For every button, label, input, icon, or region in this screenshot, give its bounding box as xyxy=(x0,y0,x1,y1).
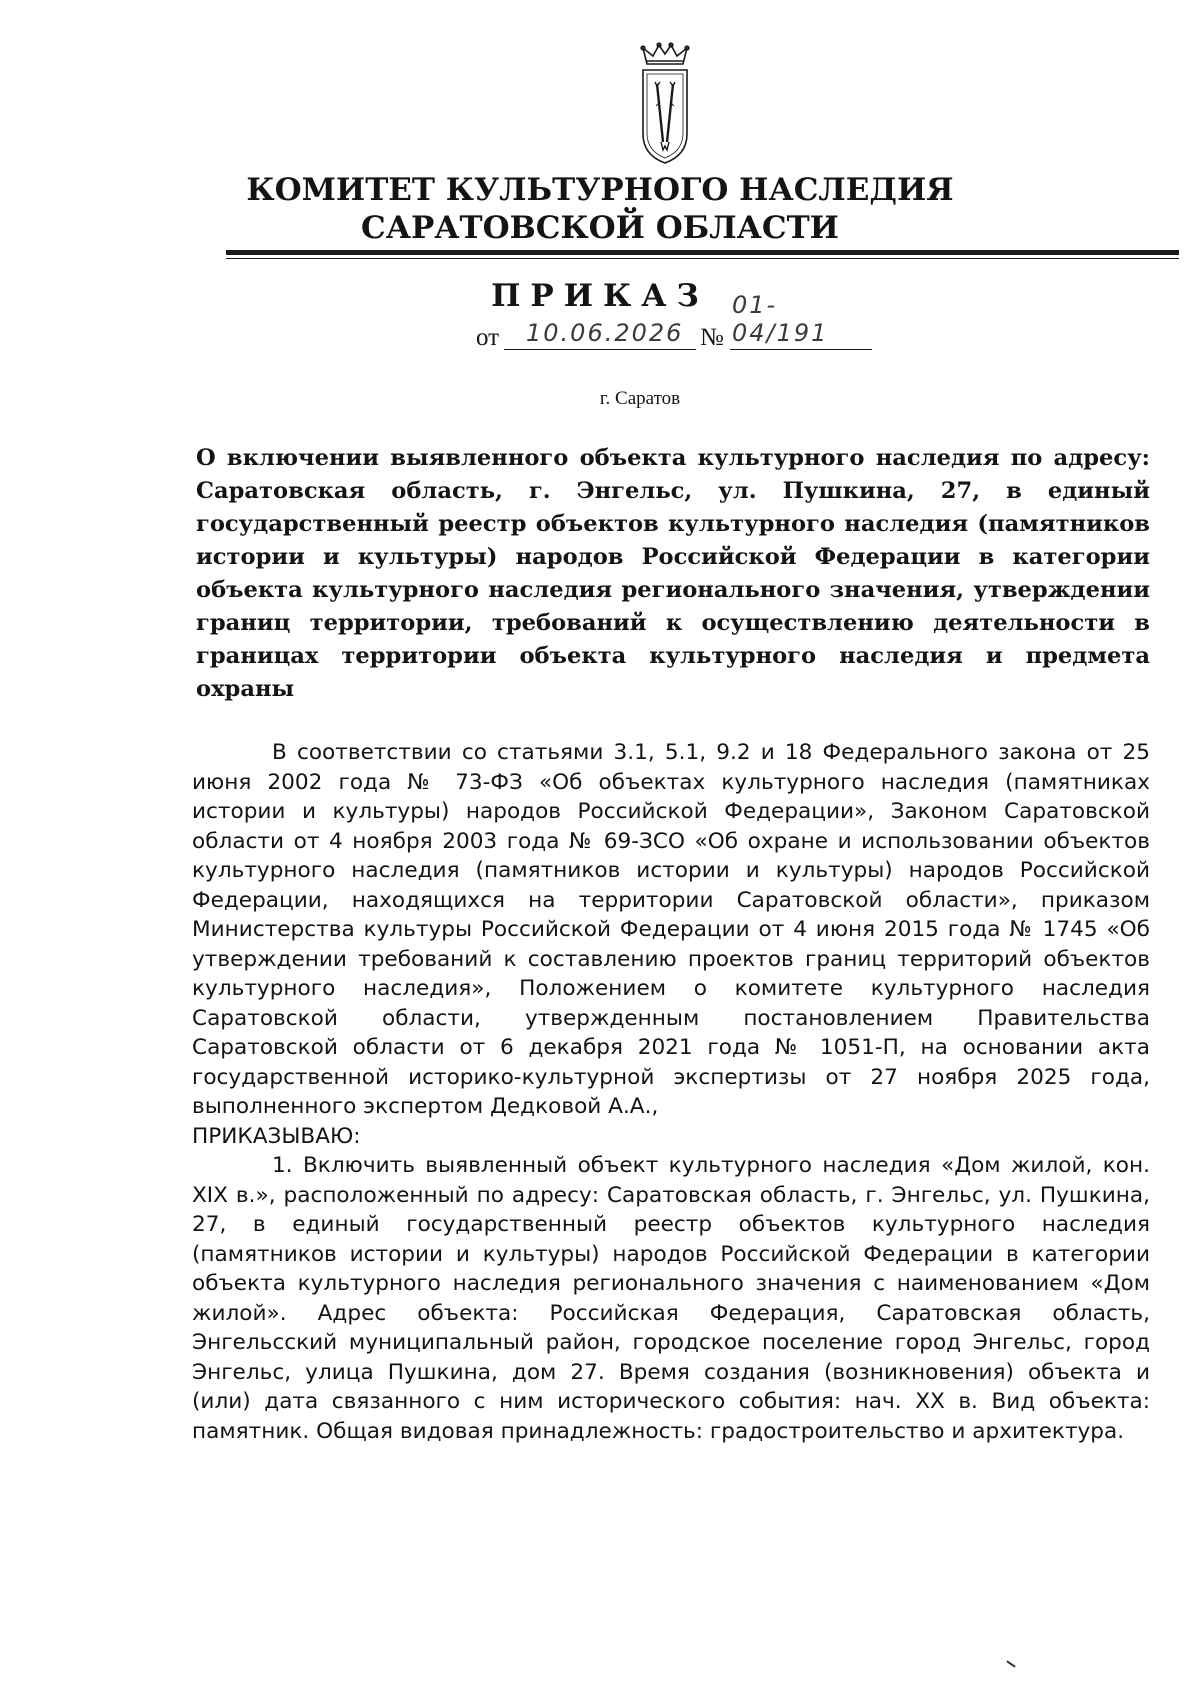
handwritten-date: 10.06.2026 xyxy=(526,319,684,347)
header-divider-thick xyxy=(226,250,1179,255)
city-label: г. Саратов xyxy=(599,388,681,409)
number-label: № xyxy=(700,324,724,351)
order-body xyxy=(192,738,1150,1446)
organization-name-line1: КОМИТЕТ КУЛЬТУРНОГО НАСЛЕДИЯ xyxy=(246,172,954,208)
handwritten-number: 01-04/191 xyxy=(732,291,829,347)
scan-mark xyxy=(1006,1660,1015,1667)
date-blank xyxy=(504,319,696,350)
number-blank xyxy=(730,291,872,350)
document-type-heading: ПРИКАЗ xyxy=(491,278,709,314)
order-word: ПРИКАЗЫВАЮ: xyxy=(192,1123,361,1149)
order-item-1: 1. Включить выявленный объект культурного наследия «Дом жилой, кон. XIX в.», расположенный по адресу: Саратовская область, г. Энгельс, ул. Пушкина, 27, в единый государственный реестр объектов культурного наследия (памятников истории и культуры) народов Российской Федерации в категории объекта культурного наследия регионального значения с наименованием «Дом жилой». Адрес объекта: Российская Федерация, Саратовская область, Энгельсский муниципальный район, городское поселение город Энгельс, город Энгельс, улица Пушкина, дом 27. Время создания (возникновения) объекта и (или) дата связанного с ним исторического события: нач. XX в. Вид объекта: памятник. Общая видовая принадлежность: градостроительство и архитектура. xyxy=(192,1153,1150,1444)
header-divider-thin xyxy=(226,258,1179,259)
saratov-coat-of-arms-icon xyxy=(637,42,693,165)
preamble-paragraph: В соответствии со статьями 3.1, 5.1, 9.2 и 18 Федерального закона от 25 июня 2002 года № 73-ФЗ «Об объектах культурного наследия (памятниках истории и культуры) народов Российской Федерации», Законом Саратовской области от 4 ноября 2003 года № 69-ЗСО «Об охране и использовании объектов культурного наследия (памятников истории и культуры) народов Российской Федерации, находящихся на территории Саратовской области», приказом Министерства культуры Российской Федерации от 4 июня 2015 года № 1745 «Об утверждении требований к составлению проектов границ территорий объектов культурного наследия», Положением о комитете культурного наследия Саратовской области, утвержденным постановлением Правительства Саратовской области от 6 декабря 2021 года № 1051-П, на основании акта государственной историко-культурной экспертизы от 27 ноября 2025 года, выполненного экспертом Дедковой А.А., xyxy=(192,740,1150,1119)
order-title: О включении выявленного объекта культурного наследия по адресу: Саратовская область, г. Энгельс, ул. Пушкина, 27, в единый государственный реестр объектов культурного наследия (памятников истории и культуры) народов Российской Федерации в категории объекта культурного наследия регионального значения, утверждении границ территории, требований к осуществлению деятельности в границах территории объекта культурного наследия и предмета охраны xyxy=(196,445,1150,702)
from-label: от xyxy=(476,324,500,351)
organization-name-line2: САРАТОВСКОЙ ОБЛАСТИ xyxy=(361,210,839,246)
